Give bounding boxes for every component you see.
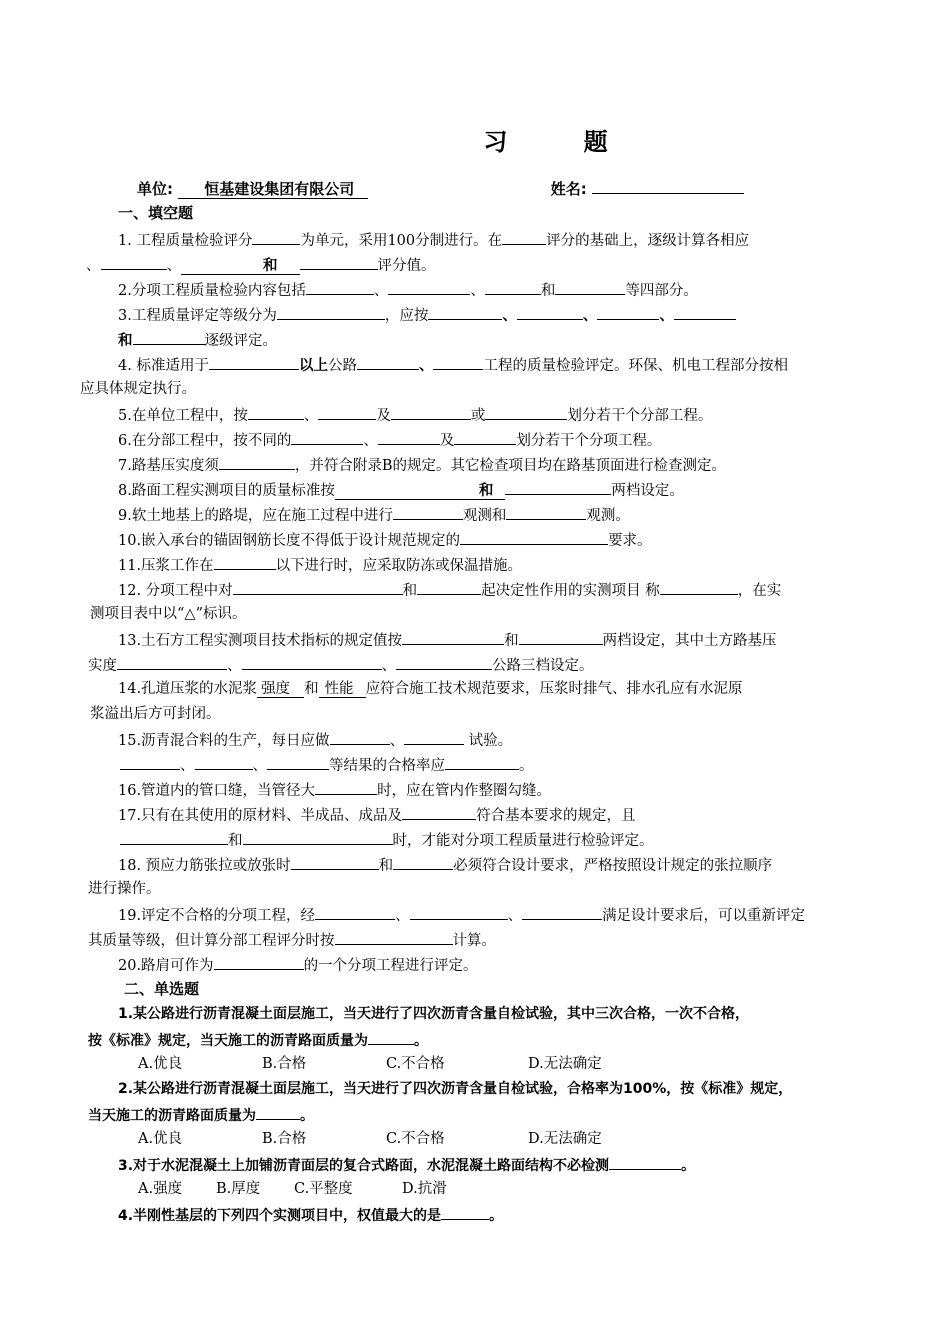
question-10: 10.嵌入承台的锚固钢筋长度不得低于设计规范规定的 要求。	[86, 529, 876, 551]
question-12-cont: 测项目表中以“△”标识。	[90, 606, 247, 622]
blank[interactable]	[660, 579, 738, 595]
blank[interactable]	[209, 354, 299, 370]
question-6: 6.在分部工程中，按不同的 、 及 划分若干个分项工程。	[86, 429, 876, 451]
blank[interactable]	[417, 579, 481, 595]
blank[interactable]	[597, 304, 659, 320]
question-3-cont: 和 逐级评定。	[118, 329, 908, 351]
mc-question-2: 2.某公路进行沥青混凝土面层施工，当天进行了四次沥青含量自检试验，合格率为100%，按《标准》规定，	[118, 1081, 793, 1097]
mc-3-options	[138, 1179, 928, 1199]
section-fill-blank: 一、填空题	[118, 204, 194, 222]
option-c[interactable]: C.平整度	[294, 1181, 353, 1197]
name-blank[interactable]	[592, 178, 744, 194]
question-8: 8.路面工程实测项目的质量标准按 和 两档设定。	[86, 479, 876, 501]
blank[interactable]	[277, 304, 385, 320]
blank[interactable]	[517, 304, 583, 320]
blank[interactable]	[195, 754, 253, 770]
question-14: 14.孔道压浆的水泥浆 强度 和 性能 应符合施工技术规范要求，压浆时排气、排水孔应有水泥原	[118, 681, 743, 697]
question-17-cont: 和 时，才能对分项工程质量进行检验评定。	[120, 829, 910, 851]
blank[interactable]	[393, 504, 463, 520]
question-18-cont: 进行操作。	[88, 881, 161, 897]
blank[interactable]	[485, 279, 541, 295]
mc-question-3: 3.对于水泥混凝土上加铺沥青面层的复合式路面，水泥混凝土路面结构不必检测 。	[86, 1154, 876, 1176]
blank[interactable]	[485, 404, 567, 420]
option-a[interactable]: A.强度	[138, 1181, 183, 1197]
blank[interactable]	[368, 1029, 414, 1045]
section-single-choice: 二、单选题	[124, 980, 200, 998]
blank[interactable]	[133, 329, 205, 345]
name-label: 姓名:	[550, 180, 587, 198]
option-b[interactable]: B.厚度	[216, 1181, 261, 1197]
blank[interactable]	[219, 454, 295, 470]
option-d[interactable]: D.无法确定	[528, 1056, 602, 1072]
blank[interactable]	[233, 579, 403, 595]
blank[interactable]	[335, 929, 453, 945]
blank[interactable]	[402, 629, 504, 645]
question-4: 4. 标准适用于 以上公路 、 工程的质量检验评定。环保、机电工程部分按相	[86, 354, 876, 376]
option-a[interactable]: A.优良	[138, 1131, 183, 1147]
blank[interactable]	[267, 754, 329, 770]
option-d[interactable]: D.抗滑	[402, 1181, 447, 1197]
question-20: 20.路肩可作为 的一个分项工程进行评定。	[86, 954, 876, 976]
blank[interactable]	[396, 654, 492, 670]
blank[interactable]	[315, 904, 395, 920]
mc-question-1-cont: 按《标准》规定，当天施工的沥青路面质量为 。	[88, 1029, 878, 1051]
blank[interactable]	[242, 654, 382, 670]
question-4-cont: 应具体规定执行。	[80, 381, 196, 397]
answer-strength: 强度	[257, 681, 304, 698]
option-d[interactable]: D.无法确定	[528, 1131, 602, 1147]
blank[interactable]	[410, 904, 508, 920]
question-15-cont: 、 、 等结果的合格率应 。	[120, 754, 910, 776]
question-11: 11.压浆工作在 以下进行时，应采取防冻或保温措施。	[86, 554, 876, 576]
blank[interactable]	[502, 229, 546, 245]
mc-question-2-cont: 当天施工的沥青路面质量为 。	[88, 1104, 878, 1126]
option-c[interactable]: C.不合格	[386, 1131, 445, 1147]
blank[interactable]	[252, 229, 300, 245]
blank[interactable]	[214, 954, 304, 970]
question-15: 15.沥青混合料的生产，每日应做 、 试验。	[86, 729, 876, 751]
question-1-cont: 、 、 和 评分值。	[86, 254, 876, 276]
option-c[interactable]: C.不合格	[386, 1056, 445, 1072]
question-14-cont: 浆溢出后方可封闭。	[90, 706, 221, 722]
blank[interactable]	[256, 1104, 300, 1120]
question-5: 5.在单位工程中，按 、 及 或 划分若干个分部工程。	[86, 404, 876, 426]
blank[interactable]	[428, 304, 502, 320]
question-19: 19.评定不合格的分项工程，经 、 、 满足设计要求后，可以重新评定	[86, 904, 876, 926]
blank[interactable]	[388, 279, 470, 295]
blank[interactable]	[117, 654, 227, 670]
blank[interactable]	[120, 754, 180, 770]
question-18: 18. 预应力筋张拉或放张时 和 必须符合设计要求，严格按照设计规定的张拉顺序	[86, 854, 876, 876]
question-13: 13.土石方工程实测项目技术指标的规定值按 和 两档设定，其中土方路基压	[86, 629, 876, 651]
blank[interactable]	[391, 404, 471, 420]
blank[interactable]	[445, 754, 519, 770]
blank[interactable]	[402, 804, 476, 820]
blank[interactable]	[291, 429, 363, 445]
blank[interactable]	[393, 854, 453, 870]
blank[interactable]	[315, 779, 377, 795]
option-b[interactable]: B.合格	[262, 1056, 307, 1072]
page-title: 习 题	[483, 128, 642, 156]
blank[interactable]	[101, 254, 167, 270]
question-2: 2.分项工程质量检验内容包括 、 、 和 等四部分。	[86, 279, 876, 301]
blank[interactable]	[291, 854, 379, 870]
option-b[interactable]: B.合格	[262, 1131, 307, 1147]
unit-label: 单位:	[137, 180, 173, 198]
blank[interactable]	[519, 629, 603, 645]
blank[interactable]	[306, 279, 374, 295]
mc-question-4: 4.半刚性基层的下列四个实测项目中，权值最大的是 。	[86, 1204, 876, 1226]
blank[interactable]	[460, 529, 608, 545]
blank[interactable]	[357, 354, 419, 370]
blank[interactable]	[609, 1154, 681, 1170]
blank[interactable]	[243, 829, 393, 845]
mc-2-options	[138, 1129, 928, 1149]
answer-performance: 性能	[319, 681, 366, 698]
blank[interactable]	[522, 904, 602, 920]
mc-1-options	[138, 1054, 928, 1074]
blank[interactable]	[214, 554, 276, 570]
blank[interactable]	[674, 304, 736, 320]
question-12: 12. 分项工程中对 和 起决定性作用的实测项目 称 ，在实	[86, 579, 876, 601]
blank[interactable]	[248, 404, 304, 420]
blank[interactable]	[318, 404, 376, 420]
blank[interactable]	[120, 829, 228, 845]
blank[interactable]	[505, 479, 611, 495]
blank[interactable]	[433, 354, 483, 370]
mc-question-1: 1.某公路进行沥青混凝土面层施工，当天进行了四次沥青含量自检试验，其中三次合格，一次不合格，	[118, 1006, 750, 1022]
blank[interactable]	[555, 279, 625, 295]
option-a[interactable]: A.优良	[138, 1056, 183, 1072]
blank[interactable]	[441, 1204, 489, 1220]
question-13-cont: 实度 、 、 公路三档设定。	[88, 654, 878, 676]
blank[interactable]	[506, 504, 586, 520]
question-3: 3.工程质量评定等级分为 ，应按 、 、 、	[86, 304, 876, 326]
blank[interactable]	[454, 429, 516, 445]
question-7: 7.路基压实度须 ，并符合附录B的规定。其它检查项目均在路基顶面进行检查测定。	[86, 454, 876, 476]
blank[interactable]	[404, 729, 464, 745]
blank[interactable]	[300, 254, 378, 270]
header-row	[137, 178, 927, 199]
question-9: 9.软土地基上的路堤，应在施工过程中进行 观测和 观测。	[86, 504, 876, 526]
blank[interactable]	[378, 429, 440, 445]
question-16: 16.管道内的管口缝，当管径大 时，应在管内作整圈勾缝。	[86, 779, 876, 801]
question-17: 17.只有在其使用的原材料、半成品、成品及 符合基本要求的规定，且	[86, 804, 876, 826]
question-1: 1. 工程质量检验评分 为单元，采用100分制进行。在 评分的基础上，逐级计算各相应	[86, 229, 876, 251]
unit-value: 恒基建设集团有限公司	[178, 180, 368, 199]
question-19-cont: 其质量等级，但计算分部工程评分时按 计算。	[88, 929, 878, 951]
blank[interactable]	[330, 729, 390, 745]
